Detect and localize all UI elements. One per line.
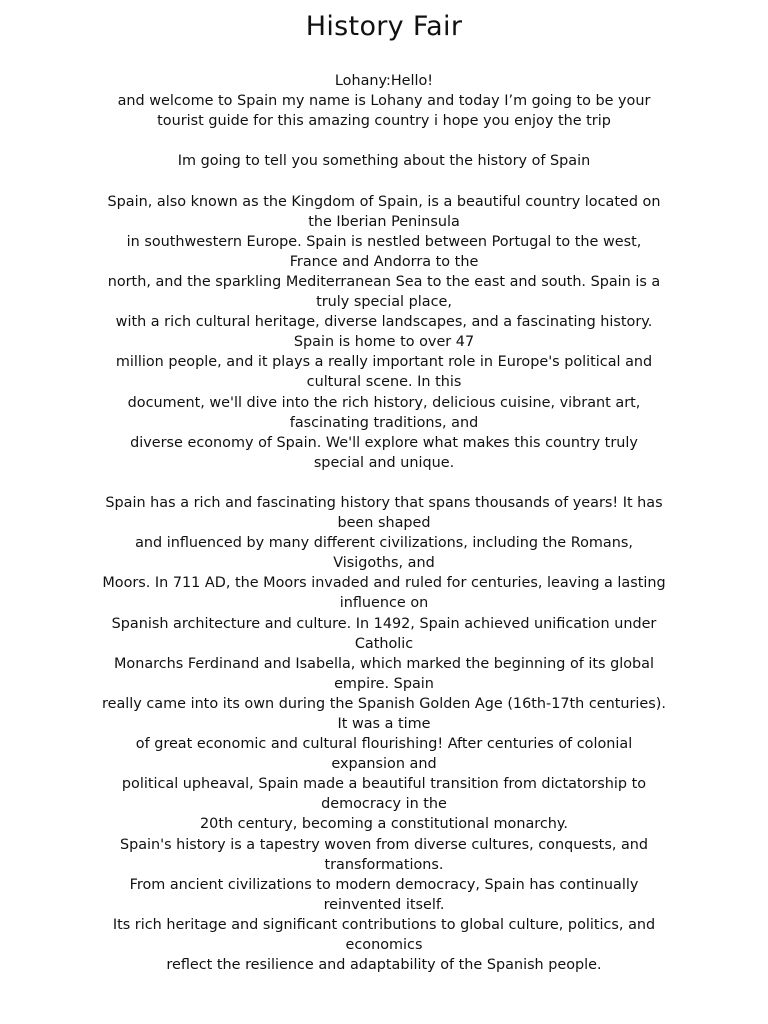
text-line: 20th century, becoming a constitutional monarchy. [200,816,568,833]
text-line: special and unique. [313,454,455,471]
text-line: million people, and it plays a really important role in Europe's political and [115,354,653,371]
text-line: in southwestern Europe. Spain is nestled between Portugal to the west, [126,233,642,250]
text-line: and influenced by many different civilizations, including the Romans, [135,535,633,552]
text-line: Spain is home to over 47 [293,334,475,351]
text-line: of great economic and cultural flourishing! After centuries of colonial [135,736,633,753]
text-line: reinvented itself. [323,896,445,913]
text-line: Moors. In 711 AD, the Moors invaded and ruled for centuries, leaving a lasting [102,575,666,592]
text-line: Spain has a rich and fascinating history that spans thousands of years! It has [105,494,663,511]
text-line: cultural scene. In this [306,374,462,391]
text-line: Its rich heritage and significant contributions to global culture, politics, and [112,916,656,933]
text-line: north, and the sparkling Mediterranean Sea to the east and south. Spain is a [107,273,661,290]
text-line: truly special place, [316,294,452,311]
document-body [72,71,696,975]
text-line: From ancient civilizations to modern democracy, Spain has continually [129,876,639,893]
blank-line [60,473,708,493]
text-line: democracy in the [321,796,447,813]
text-line: Im going to tell you something about the history of Spain [177,153,591,170]
text-line: political upheaval, Spain made a beautiful transition from dictatorship to [121,776,647,793]
text-line: Visigoths, and [333,555,435,572]
text-line: reflect the resilience and adaptability of the Spanish people. [166,957,602,974]
blank-line [60,131,708,151]
text-line: really came into its own during the Spanish Golden Age (16th-17th centuries). [102,695,666,712]
text-line: expansion and [331,756,437,773]
text-line: with a rich cultural heritage, diverse landscapes, and a fascinating history. [115,314,653,331]
text-line: tourist guide for this amazing country i hope you enjoy the trip [157,113,611,130]
text-line: Spanish architecture and culture. In 1492, Spain achieved unification under [111,615,657,632]
text-line: document, we'll dive into the rich history, delicious cuisine, vibrant art, [127,394,641,411]
text-line: the Iberian Peninsula [308,213,460,230]
text-line: economics [345,937,423,954]
text-line: Monarchs Ferdinand and Isabella, which marked the beginning of its global [114,655,654,672]
text-line: influence on [339,595,429,612]
text-line: Spain, also known as the Kingdom of Spain, is a beautiful country located on [107,193,661,210]
text-line: diverse economy of Spain. We'll explore what makes this country truly [130,434,638,451]
text-line: Spain's history is a tapestry woven from diverse cultures, conquests, and [119,836,649,853]
text-line: and welcome to Spain my name is Lohany and today I’m going to be your [117,93,651,110]
text-line: Catholic [354,635,414,652]
text-line: France and Andorra to the [289,253,479,270]
text-line: Lohany:Hello! [334,73,434,89]
text-line: empire. Spain [334,675,434,692]
text-line: It was a time [337,716,431,732]
blank-line [60,171,708,191]
text-line: transformations. [324,856,444,873]
text-line: been shaped [337,515,431,532]
document-title: History Fair [305,11,463,42]
text-line: fascinating traditions, and [289,414,479,431]
